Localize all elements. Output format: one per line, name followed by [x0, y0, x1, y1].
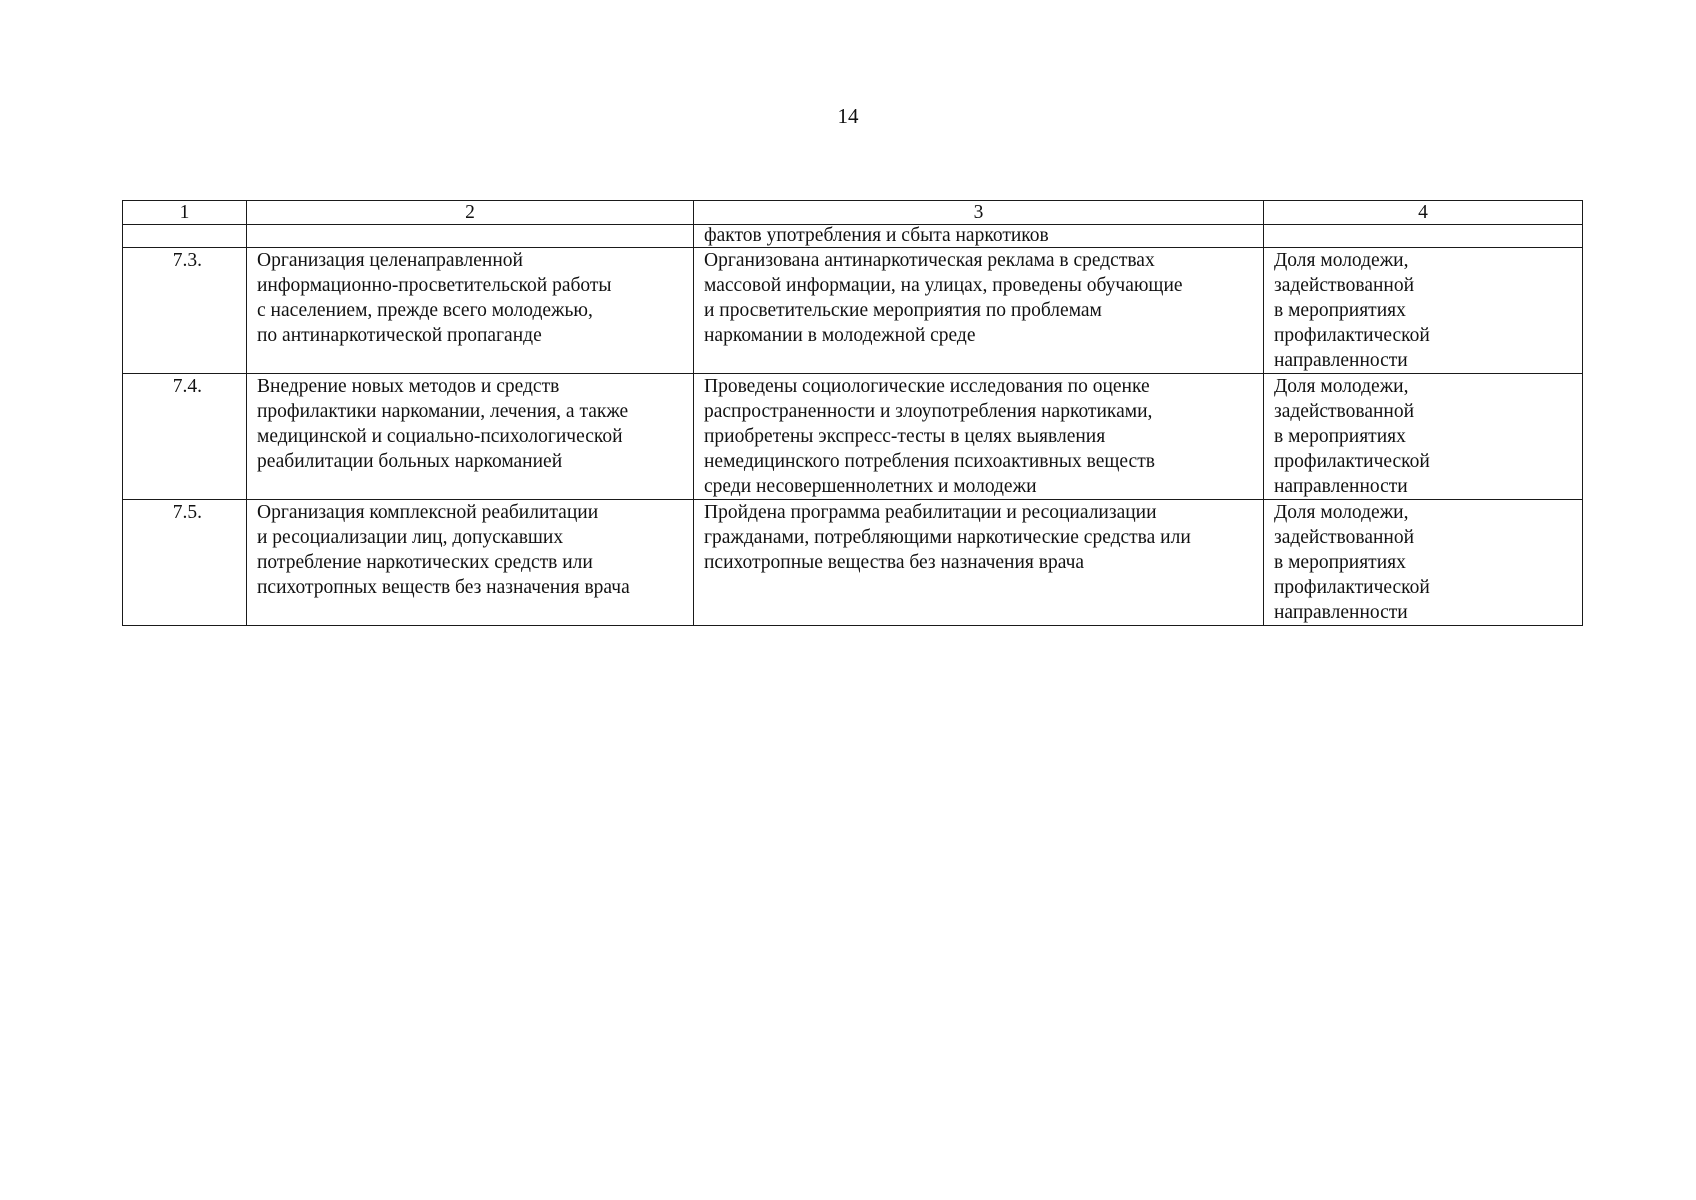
table-row: [123, 248, 1583, 374]
column-header-3: 3: [694, 201, 1264, 225]
row-number-cell: 7.5.: [123, 500, 247, 626]
table-row: [123, 500, 1583, 626]
continuation-cell-2: [247, 225, 694, 248]
column-header-4: 4: [1264, 201, 1583, 225]
page-number: 14: [837, 104, 859, 128]
result-cell: Организована антинаркотическая реклама в средствах массовой информации, на улицах, проведены обучающие и просветительские мероприятия по проблемам наркомании в молодежной среде: [694, 248, 1264, 374]
column-header-2: 2: [247, 201, 694, 225]
indicator-cell: Доля молодежи, задействованной в мероприятиях профилактической направленности: [1264, 374, 1583, 500]
continuation-row: [123, 225, 1583, 248]
activity-cell: Организация целенаправленной информационно-просветительской работы с населением, прежде всего молодежью, по антинаркотической пропаганде: [247, 248, 694, 374]
indicator-cell: Доля молодежи, задействованной в мероприятиях профилактической направленности: [1264, 500, 1583, 626]
row-number-cell: 7.4.: [123, 374, 247, 500]
result-cell: Пройдена программа реабилитации и ресоциализации гражданами, потребляющими наркотические средства или психотропные вещества без назначения врача: [694, 500, 1264, 626]
indicator-cell: Доля молодежи, задействованной в мероприятиях профилактической направленности: [1264, 248, 1583, 374]
continuation-cell-4: [1264, 225, 1583, 248]
continuation-cell-3: фактов употребления и сбыта наркотиков: [694, 225, 1264, 248]
measures-table: [122, 200, 1583, 626]
column-header-1: 1: [123, 201, 247, 225]
activity-cell: Внедрение новых методов и средств профилактики наркомании, лечения, а также медицинской и социально-психологической реабилитации больных наркоманией: [247, 374, 694, 500]
continuation-cell-1: [123, 225, 247, 248]
activity-cell: Организация комплексной реабилитации и ресоциализации лиц, допускавших потребление наркотических средств или психотропных веществ без назначения врача: [247, 500, 694, 626]
column-number-header-row: [123, 201, 1583, 225]
row-number-cell: 7.3.: [123, 248, 247, 374]
result-cell: Проведены социологические исследования по оценке распространенности и злоупотребления наркотиками, приобретены экспресс-тесты в целях выявления немедицинского потребления психоактивных веществ среди несовершеннолетних и молодежи: [694, 374, 1264, 500]
table-row: [123, 374, 1583, 500]
